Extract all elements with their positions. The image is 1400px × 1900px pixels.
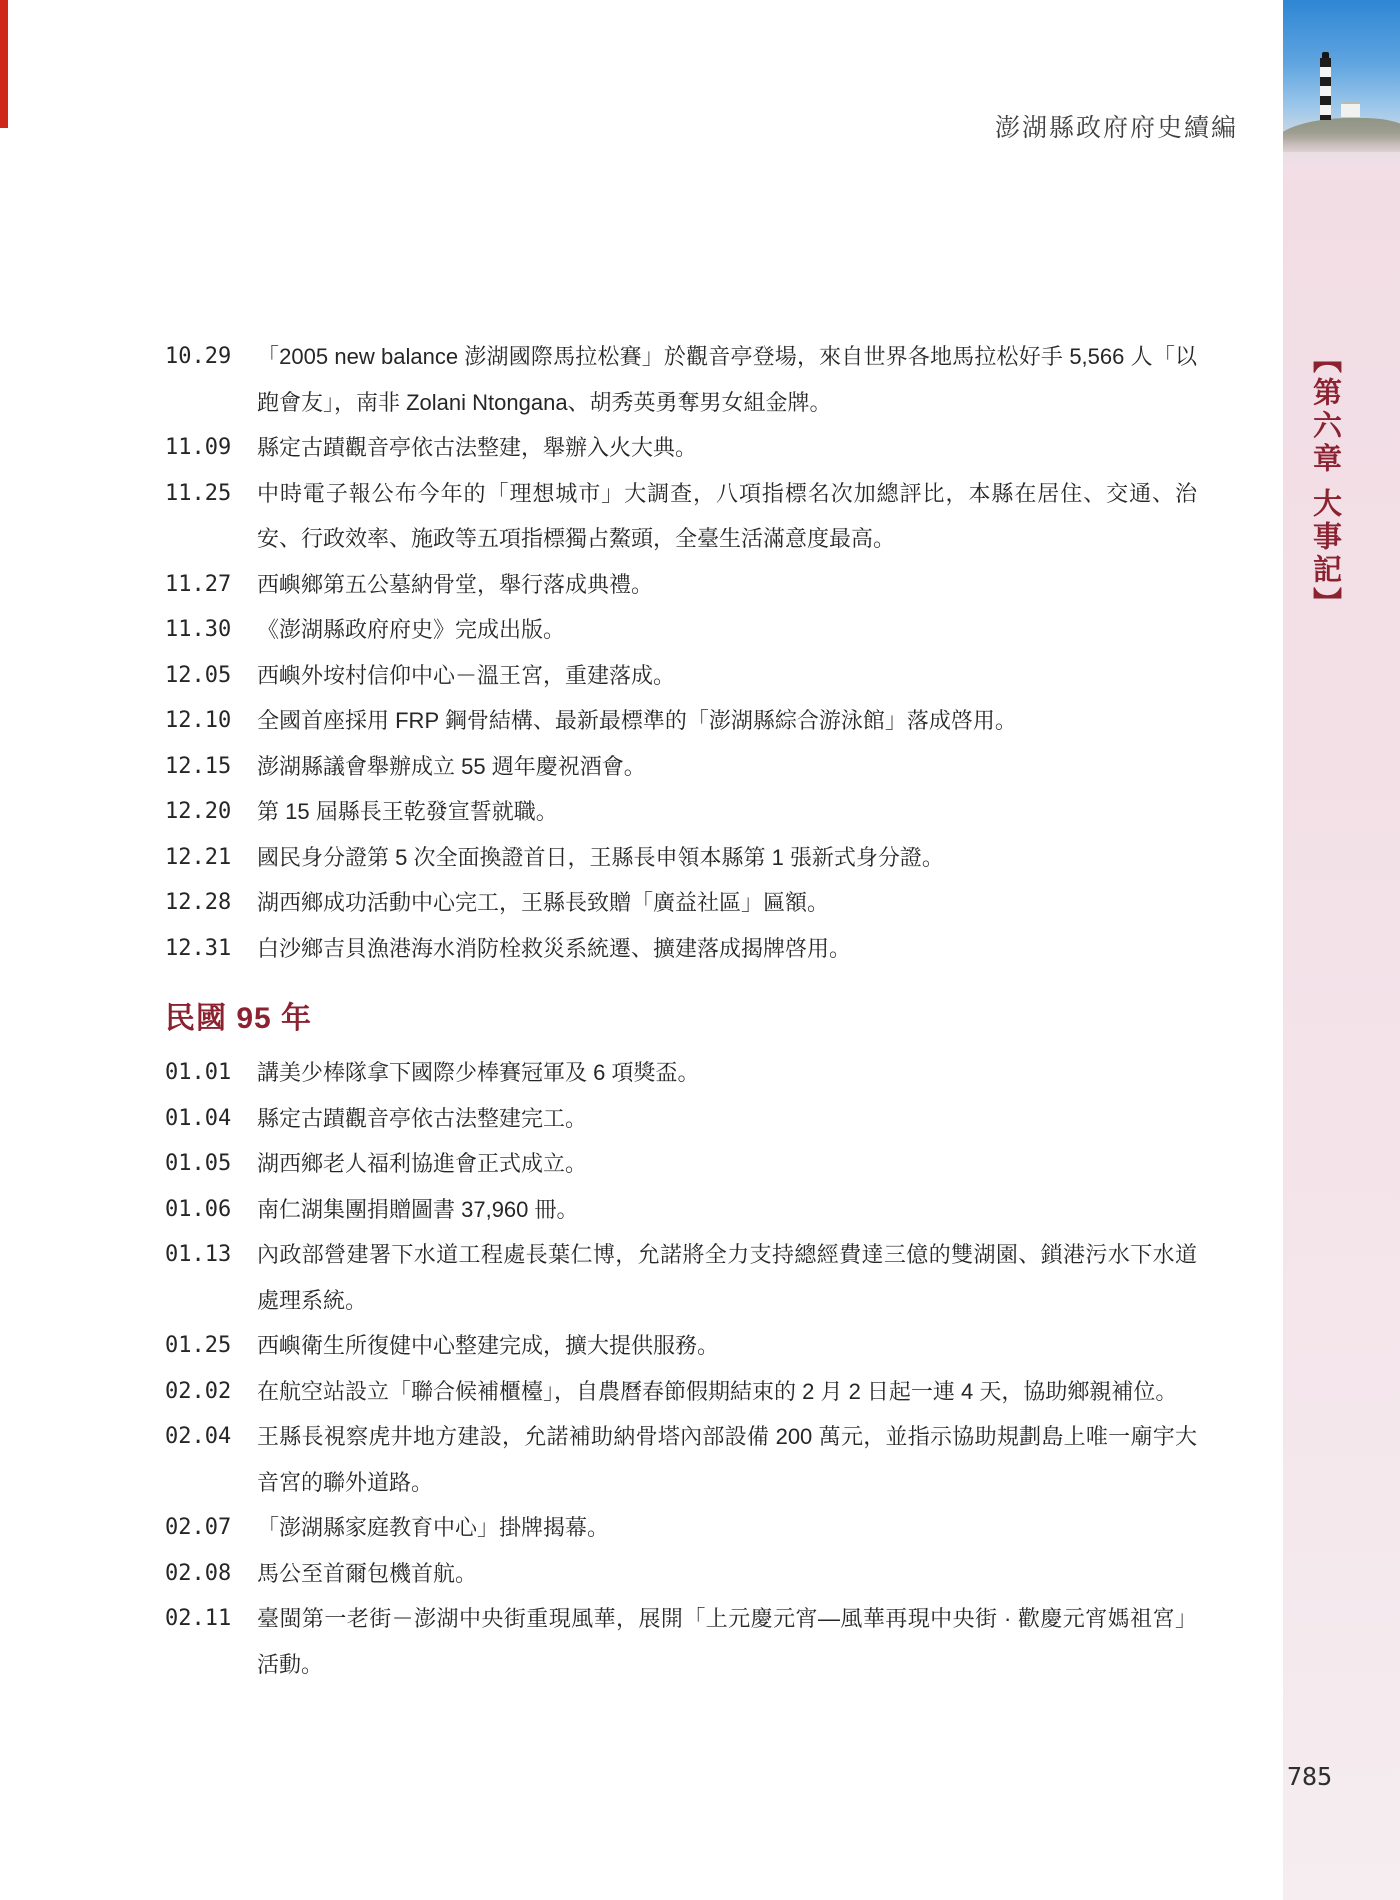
entry-date: 02.04 xyxy=(165,1424,232,1449)
entry-date: 02.07 xyxy=(165,1515,232,1540)
entry-date: 12.31 xyxy=(165,935,232,961)
timeline-entry xyxy=(165,471,1197,562)
lighthouse-photo xyxy=(1283,0,1400,178)
photo-fade xyxy=(1283,132,1400,178)
entry-date: 01.01 xyxy=(165,1060,232,1085)
timeline-entry xyxy=(165,1050,1197,1096)
entry-date: 02.02 xyxy=(165,1378,232,1404)
running-header-title: 澎湖縣政府府史續編 xyxy=(994,114,1238,142)
entry-text: 「2005 new balance 澎湖國際馬拉松賽」於觀音亭登場，來自世界各地馬拉松好手 5,566 人「以跑會友」，南非 Zolani Ntongana、胡秀英勇奪男女組金牌。 xyxy=(257,344,1197,415)
timeline-entry xyxy=(165,880,1197,926)
entry-text: 「澎湖縣家庭教育中心」掛牌揭幕。 xyxy=(257,1515,610,1540)
entry-text: 馬公至首爾包機首航。 xyxy=(257,1560,478,1586)
entry-date: 01.13 xyxy=(165,1242,232,1267)
entry-text: 西嶼鄉第五公墓納骨堂，舉行落成典禮。 xyxy=(257,571,654,597)
chapter-vertical-title: 【第六章 大事記】 xyxy=(1309,344,1341,621)
lighthouse-tower xyxy=(1320,58,1331,120)
timeline xyxy=(165,334,1197,1687)
entry-text: 澎湖縣議會舉辦成立 55 週年慶祝酒會。 xyxy=(257,753,646,779)
entry-text: 王縣長視察虎井地方建設，允諾補助納骨塔內部設備 200 萬元，並指示協助規劃島上唯一廟宇大音宮的聯外道路。 xyxy=(257,1424,1197,1495)
entry-text: 講美少棒隊拿下國際少棒賽冠軍及 6 項獎盃。 xyxy=(257,1060,700,1085)
timeline-entry xyxy=(165,653,1197,699)
entry-date: 12.28 xyxy=(165,890,232,915)
timeline-entry xyxy=(165,607,1197,653)
timeline-entry xyxy=(165,1187,1197,1233)
entry-date: 12.15 xyxy=(165,753,232,779)
entry-text: 西嶼外垵村信仰中心－溫王宮，重建落成。 xyxy=(257,662,676,688)
entry-date: 11.30 xyxy=(165,617,232,642)
timeline-entry xyxy=(165,334,1197,425)
timeline-entry xyxy=(165,1596,1197,1687)
timeline-entry xyxy=(165,926,1197,972)
timeline-entry xyxy=(165,1096,1197,1142)
timeline-entry xyxy=(165,1232,1197,1323)
entry-date: 02.08 xyxy=(165,1560,232,1586)
timeline-entry xyxy=(165,1505,1197,1551)
entry-date: 12.21 xyxy=(165,844,232,870)
entry-text: 在航空站設立「聯合候補櫃檯」，自農曆春節假期結束的 2 月 2 日起一連 4 天，協助鄉親補位。 xyxy=(257,1378,1178,1404)
timeline-entry xyxy=(165,1414,1197,1505)
entry-text: 《澎湖縣政府府史》完成出版。 xyxy=(257,617,566,642)
entry-date: 01.06 xyxy=(165,1196,232,1222)
entry-date: 01.05 xyxy=(165,1151,232,1176)
timeline-entry xyxy=(165,1551,1197,1597)
entry-text: 中時電子報公布今年的「理想城市」大調查，八項指標名次加總評比，本縣在居住、交通、治安、行政效率、施政等五項指標獨占鰲頭，全臺生活滿意度最高。 xyxy=(257,480,1197,551)
entry-text: 湖西鄉成功活動中心完工，王縣長致贈「廣益社區」匾額。 xyxy=(257,890,830,915)
entry-date: 11.25 xyxy=(165,480,232,506)
timeline-entry xyxy=(165,698,1197,744)
entry-text: 縣定古蹟觀音亭依古法整建完工。 xyxy=(257,1105,588,1131)
entry-date: 11.27 xyxy=(165,571,232,597)
timeline-entry xyxy=(165,744,1197,790)
timeline-entry xyxy=(165,1141,1197,1187)
entry-text: 西嶼衛生所復健中心整建完成，擴大提供服務。 xyxy=(257,1333,720,1358)
entry-date: 12.20 xyxy=(165,799,232,824)
entry-text: 湖西鄉老人福利協進會正式成立。 xyxy=(257,1151,588,1176)
page-number: 785 xyxy=(1287,1762,1333,1791)
timeline-entry xyxy=(165,1369,1197,1415)
entry-date: 10.29 xyxy=(165,344,232,369)
entry-date: 12.10 xyxy=(165,708,232,733)
entry-date: 01.25 xyxy=(165,1333,232,1358)
chapter-sidebar xyxy=(1283,0,1400,1900)
entry-text: 縣定古蹟觀音亭依古法整建，舉辦入火大典。 xyxy=(257,435,698,460)
timeline-entry xyxy=(165,1323,1197,1369)
entry-text: 臺閩第一老街－澎湖中央街重現風華，展開「上元慶元宵—風華再現中央街 · 歡慶元宵媽祖宮」活動。 xyxy=(257,1606,1197,1677)
timeline-entry xyxy=(165,425,1197,471)
entry-text: 第 15 屆縣長王乾發宣誓就職。 xyxy=(257,799,558,824)
entry-text: 全國首座採用 FRP 鋼骨結構、最新最標準的「澎湖縣綜合游泳館」落成啓用。 xyxy=(257,708,1017,733)
entry-text: 南仁湖集團捐贈圖書 37,960 冊。 xyxy=(257,1196,579,1222)
timeline-entry xyxy=(165,789,1197,835)
entry-text: 國民身分證第 5 次全面換證首日，王縣長申領本縣第 1 張新式身分證。 xyxy=(257,844,944,870)
entry-text: 內政部營建署下水道工程處長葉仁博，允諾將全力支持總經費達三億的雙湖園、鎖港污水下水道處理系統。 xyxy=(257,1242,1197,1313)
entry-date: 12.05 xyxy=(165,662,232,688)
year-section-heading: 民國 95 年 xyxy=(165,1002,313,1035)
page-edge-red-bar xyxy=(0,0,8,128)
entry-date: 11.09 xyxy=(165,435,232,460)
entry-text: 白沙鄉吉貝漁港海水消防栓救災系統遷、擴建落成揭牌啓用。 xyxy=(257,935,852,961)
timeline-entry xyxy=(165,835,1197,881)
entry-date: 02.11 xyxy=(165,1606,232,1631)
lighthouse-keeper-house xyxy=(1341,104,1360,117)
timeline-entry xyxy=(165,562,1197,608)
entry-date: 01.04 xyxy=(165,1105,232,1131)
